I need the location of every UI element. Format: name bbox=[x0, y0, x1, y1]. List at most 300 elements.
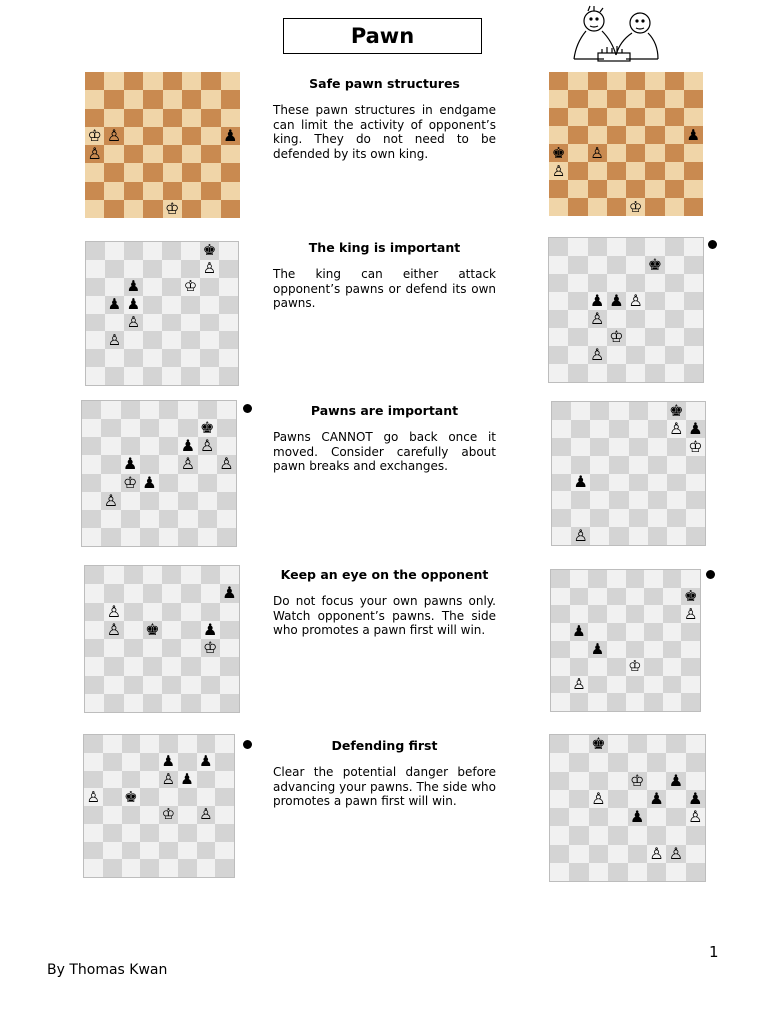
board-square bbox=[181, 676, 200, 694]
white-pawn-icon: ♙ bbox=[106, 126, 122, 145]
board-square bbox=[121, 401, 140, 419]
black-pawn-icon: ♟ bbox=[202, 620, 218, 639]
board-square bbox=[626, 658, 645, 676]
black-pawn-icon: ♟ bbox=[161, 752, 176, 771]
board-square bbox=[104, 127, 123, 145]
board-square bbox=[215, 859, 234, 877]
section-heading: Pawns are important bbox=[310, 403, 459, 418]
board-square bbox=[681, 570, 700, 588]
board-square bbox=[644, 605, 663, 623]
board-square bbox=[666, 826, 685, 844]
board-square bbox=[645, 126, 664, 144]
board-square bbox=[626, 676, 645, 694]
board-square bbox=[607, 605, 626, 623]
board-square bbox=[220, 657, 239, 675]
board-square bbox=[608, 753, 627, 771]
board-square bbox=[568, 72, 587, 90]
board-square bbox=[550, 735, 569, 753]
board-square bbox=[665, 328, 684, 346]
board-square bbox=[648, 491, 667, 509]
black-king-icon: ♚ bbox=[551, 144, 566, 162]
chess-diagram bbox=[551, 401, 706, 546]
board-square bbox=[101, 437, 120, 455]
board-square bbox=[104, 694, 123, 712]
board-square bbox=[143, 145, 162, 163]
board-square bbox=[681, 588, 700, 606]
board-square bbox=[159, 771, 178, 789]
board-square bbox=[124, 694, 143, 712]
white-pawn-icon: ♙ bbox=[628, 292, 643, 310]
board-square bbox=[551, 605, 570, 623]
board-square bbox=[684, 346, 703, 364]
board-square bbox=[104, 584, 123, 602]
board-square bbox=[140, 753, 159, 771]
board-square bbox=[551, 641, 570, 659]
board-square bbox=[201, 657, 220, 675]
board-square bbox=[178, 419, 197, 437]
board-square bbox=[626, 198, 645, 216]
board-square bbox=[550, 772, 569, 790]
board-square bbox=[686, 438, 705, 456]
board-square bbox=[667, 402, 686, 420]
board-square bbox=[609, 402, 628, 420]
board-square bbox=[626, 180, 645, 198]
board-square bbox=[105, 278, 124, 296]
board-square bbox=[105, 349, 124, 367]
board-square bbox=[159, 842, 178, 860]
board-square bbox=[569, 808, 588, 826]
board-square bbox=[122, 859, 141, 877]
board-square bbox=[143, 331, 162, 349]
board-square bbox=[607, 162, 626, 180]
board-square bbox=[588, 658, 607, 676]
board-square bbox=[588, 180, 607, 198]
board-square bbox=[200, 367, 219, 385]
board-square bbox=[684, 310, 703, 328]
board-square bbox=[181, 367, 200, 385]
board-square bbox=[197, 788, 216, 806]
board-square bbox=[552, 456, 571, 474]
board-square bbox=[645, 346, 664, 364]
black-pawn-icon: ♟ bbox=[180, 770, 194, 788]
board-square bbox=[667, 438, 686, 456]
board-square bbox=[121, 528, 140, 546]
board-square bbox=[219, 314, 238, 332]
board-square bbox=[143, 260, 162, 278]
board-square bbox=[667, 456, 686, 474]
board-square bbox=[686, 826, 705, 844]
board-square bbox=[84, 842, 103, 860]
board-square bbox=[220, 621, 239, 639]
board-square bbox=[140, 401, 159, 419]
board-square bbox=[159, 753, 178, 771]
black-king-icon: ♚ bbox=[145, 620, 160, 639]
board-square bbox=[201, 603, 220, 621]
board-square bbox=[85, 182, 104, 200]
white-pawn-icon: ♙ bbox=[649, 844, 664, 863]
board-square bbox=[588, 274, 607, 292]
board-square bbox=[143, 657, 162, 675]
board-square bbox=[607, 641, 626, 659]
board-square bbox=[103, 842, 122, 860]
board-square bbox=[686, 753, 705, 771]
white-king-icon: ♔ bbox=[628, 198, 643, 216]
board-square bbox=[686, 772, 705, 790]
board-square bbox=[667, 491, 686, 509]
black-pawn-icon: ♟ bbox=[222, 584, 237, 603]
white-pawn-icon: ♙ bbox=[202, 259, 217, 278]
section-body: These pawn structures in endgame can limit the activity of opponent’s king. They do not need to be defended by its own king. bbox=[273, 103, 496, 161]
board-square bbox=[648, 509, 667, 527]
board-square bbox=[220, 603, 239, 621]
board-square bbox=[552, 527, 571, 545]
board-square bbox=[589, 735, 608, 753]
board-square bbox=[589, 808, 608, 826]
white-pawn-icon: ♙ bbox=[87, 145, 102, 164]
board-square bbox=[626, 693, 645, 711]
board-square bbox=[221, 163, 240, 181]
board-square bbox=[550, 808, 569, 826]
board-square bbox=[197, 753, 216, 771]
board-square bbox=[122, 806, 141, 824]
board-square bbox=[198, 437, 217, 455]
board-square bbox=[140, 824, 159, 842]
board-square bbox=[665, 256, 684, 274]
board-square bbox=[101, 474, 120, 492]
board-square bbox=[82, 455, 101, 473]
board-square bbox=[84, 753, 103, 771]
board-square bbox=[647, 753, 666, 771]
board-square bbox=[589, 772, 608, 790]
board-square bbox=[666, 753, 685, 771]
board-square bbox=[667, 474, 686, 492]
board-square bbox=[140, 806, 159, 824]
board-square bbox=[124, 72, 143, 90]
board-square bbox=[201, 72, 220, 90]
board-square bbox=[159, 401, 178, 419]
board-square bbox=[681, 623, 700, 641]
board-square bbox=[163, 163, 182, 181]
board-square bbox=[103, 824, 122, 842]
board-square bbox=[178, 735, 197, 753]
board-square bbox=[626, 570, 645, 588]
board-square bbox=[85, 127, 104, 145]
board-square bbox=[197, 842, 216, 860]
board-square bbox=[86, 296, 105, 314]
board-square bbox=[124, 603, 143, 621]
section-body: Clear the potential danger before advancing your pawns. The side who promotes a pawn first will win. bbox=[273, 765, 496, 808]
board-square bbox=[219, 331, 238, 349]
white-pawn-icon: ♙ bbox=[180, 455, 196, 474]
board-square bbox=[162, 694, 181, 712]
board-square bbox=[103, 753, 122, 771]
board-square bbox=[568, 162, 587, 180]
board-square bbox=[588, 144, 607, 162]
board-square bbox=[609, 509, 628, 527]
board-square bbox=[569, 790, 588, 808]
board-square bbox=[626, 126, 645, 144]
board-square bbox=[217, 437, 236, 455]
board-square bbox=[178, 474, 197, 492]
board-square bbox=[607, 72, 626, 90]
board-square bbox=[571, 456, 590, 474]
board-square bbox=[645, 162, 664, 180]
board-square bbox=[221, 182, 240, 200]
board-square bbox=[85, 657, 104, 675]
board-square bbox=[163, 127, 182, 145]
board-square bbox=[140, 735, 159, 753]
board-square bbox=[551, 623, 570, 641]
board-square bbox=[569, 845, 588, 863]
board-square bbox=[590, 402, 609, 420]
board-square bbox=[681, 641, 700, 659]
board-square bbox=[588, 623, 607, 641]
board-square bbox=[570, 570, 589, 588]
board-square bbox=[551, 570, 570, 588]
board-square bbox=[85, 200, 104, 218]
white-king-icon: ♔ bbox=[87, 126, 102, 145]
board-square bbox=[143, 127, 162, 145]
board-square bbox=[626, 605, 645, 623]
board-square bbox=[626, 346, 645, 364]
board-square bbox=[122, 788, 141, 806]
board-square bbox=[104, 145, 123, 163]
board-square bbox=[103, 788, 122, 806]
board-square bbox=[181, 566, 200, 584]
board-square bbox=[124, 163, 143, 181]
board-square bbox=[201, 566, 220, 584]
black-king-icon: ♚ bbox=[202, 242, 217, 260]
board-square bbox=[667, 509, 686, 527]
board-square bbox=[568, 238, 587, 256]
board-square bbox=[590, 420, 609, 438]
board-square bbox=[101, 492, 120, 510]
black-king-icon: ♚ bbox=[199, 419, 215, 438]
board-square bbox=[628, 753, 647, 771]
board-square bbox=[609, 438, 628, 456]
board-square bbox=[217, 528, 236, 546]
board-square bbox=[686, 845, 705, 863]
board-square bbox=[647, 772, 666, 790]
board-square bbox=[549, 180, 568, 198]
board-square bbox=[663, 676, 682, 694]
board-square bbox=[666, 772, 685, 790]
board-square bbox=[124, 182, 143, 200]
board-square bbox=[124, 296, 143, 314]
board-square bbox=[85, 676, 104, 694]
board-square bbox=[121, 474, 140, 492]
board-square bbox=[85, 603, 104, 621]
board-square bbox=[162, 566, 181, 584]
board-square bbox=[588, 90, 607, 108]
board-square bbox=[219, 242, 238, 260]
board-square bbox=[663, 641, 682, 659]
black-pawn-icon: ♟ bbox=[126, 277, 141, 296]
board-square bbox=[121, 510, 140, 528]
board-square bbox=[607, 292, 626, 310]
board-square bbox=[143, 200, 162, 218]
board-square bbox=[608, 845, 627, 863]
board-square bbox=[143, 603, 162, 621]
section-defending-first bbox=[273, 738, 496, 809]
white-pawn-icon: ♙ bbox=[591, 789, 606, 808]
board-square bbox=[178, 492, 197, 510]
board-square bbox=[219, 349, 238, 367]
white-pawn-icon: ♙ bbox=[572, 675, 586, 694]
board-square bbox=[162, 639, 181, 657]
board-square bbox=[220, 584, 239, 602]
board-square bbox=[549, 328, 568, 346]
board-square bbox=[121, 419, 140, 437]
board-square bbox=[645, 256, 664, 274]
board-square bbox=[607, 328, 626, 346]
board-square bbox=[215, 788, 234, 806]
board-square bbox=[645, 144, 664, 162]
board-square bbox=[647, 790, 666, 808]
board-square bbox=[103, 735, 122, 753]
board-square bbox=[215, 806, 234, 824]
board-square bbox=[82, 528, 101, 546]
board-square bbox=[648, 420, 667, 438]
board-square bbox=[178, 842, 197, 860]
board-square bbox=[86, 314, 105, 332]
board-square bbox=[197, 824, 216, 842]
board-square bbox=[201, 163, 220, 181]
board-square bbox=[629, 456, 648, 474]
board-square bbox=[568, 108, 587, 126]
board-square bbox=[665, 292, 684, 310]
board-square bbox=[162, 296, 181, 314]
board-square bbox=[182, 127, 201, 145]
board-square bbox=[665, 144, 684, 162]
board-square bbox=[608, 808, 627, 826]
board-square bbox=[140, 419, 159, 437]
board-square bbox=[198, 474, 217, 492]
board-square bbox=[686, 735, 705, 753]
board-square bbox=[159, 510, 178, 528]
board-square bbox=[105, 331, 124, 349]
board-square bbox=[197, 806, 216, 824]
board-square bbox=[626, 623, 645, 641]
bullet-marker bbox=[243, 404, 252, 413]
board-square bbox=[181, 296, 200, 314]
board-square bbox=[684, 364, 703, 382]
board-square bbox=[552, 474, 571, 492]
black-pawn-icon: ♟ bbox=[649, 789, 664, 808]
board-square bbox=[85, 621, 104, 639]
board-square bbox=[628, 845, 647, 863]
board-square bbox=[162, 657, 181, 675]
board-square bbox=[140, 510, 159, 528]
board-square bbox=[124, 242, 143, 260]
board-square bbox=[570, 693, 589, 711]
black-pawn-icon: ♟ bbox=[609, 292, 624, 310]
board-square bbox=[124, 278, 143, 296]
board-square bbox=[648, 527, 667, 545]
board-square bbox=[608, 735, 627, 753]
board-square bbox=[684, 238, 703, 256]
board-square bbox=[626, 588, 645, 606]
board-square bbox=[665, 162, 684, 180]
board-square bbox=[665, 346, 684, 364]
board-square bbox=[644, 658, 663, 676]
board-square bbox=[105, 367, 124, 385]
board-square bbox=[549, 108, 568, 126]
board-square bbox=[143, 676, 162, 694]
bullet-marker bbox=[706, 570, 715, 579]
white-king-icon: ♔ bbox=[202, 639, 218, 658]
white-pawn-icon: ♙ bbox=[199, 437, 215, 456]
board-square bbox=[647, 845, 666, 863]
board-square bbox=[217, 492, 236, 510]
board-square bbox=[568, 328, 587, 346]
board-square bbox=[607, 108, 626, 126]
board-square bbox=[103, 771, 122, 789]
board-square bbox=[220, 566, 239, 584]
board-square bbox=[665, 364, 684, 382]
board-square bbox=[143, 367, 162, 385]
white-pawn-icon: ♙ bbox=[106, 602, 122, 621]
board-square bbox=[588, 676, 607, 694]
board-square bbox=[686, 456, 705, 474]
board-square bbox=[686, 863, 705, 881]
white-pawn-icon: ♙ bbox=[688, 808, 703, 827]
board-square bbox=[588, 292, 607, 310]
black-pawn-icon: ♟ bbox=[573, 473, 588, 492]
black-pawn-icon: ♟ bbox=[590, 640, 605, 658]
board-square bbox=[686, 474, 705, 492]
board-square bbox=[568, 198, 587, 216]
board-square bbox=[178, 510, 197, 528]
white-king-icon: ♔ bbox=[628, 658, 642, 676]
white-pawn-icon: ♙ bbox=[103, 491, 119, 510]
board-square bbox=[82, 492, 101, 510]
board-square bbox=[182, 145, 201, 163]
board-square bbox=[159, 528, 178, 546]
board-square bbox=[140, 859, 159, 877]
board-square bbox=[569, 826, 588, 844]
board-square bbox=[143, 182, 162, 200]
board-square bbox=[590, 474, 609, 492]
white-pawn-icon: ♙ bbox=[199, 806, 213, 824]
board-square bbox=[571, 509, 590, 527]
board-square bbox=[124, 127, 143, 145]
white-pawn-icon: ♙ bbox=[126, 313, 141, 331]
board-square bbox=[181, 278, 200, 296]
board-square bbox=[215, 771, 234, 789]
board-square bbox=[163, 182, 182, 200]
board-square bbox=[143, 278, 162, 296]
board-square bbox=[570, 641, 589, 659]
board-square bbox=[681, 693, 700, 711]
board-square bbox=[571, 402, 590, 420]
board-square bbox=[86, 331, 105, 349]
board-square bbox=[217, 510, 236, 528]
board-square bbox=[568, 256, 587, 274]
board-square bbox=[608, 826, 627, 844]
board-square bbox=[140, 771, 159, 789]
board-square bbox=[607, 364, 626, 382]
board-square bbox=[629, 491, 648, 509]
board-square bbox=[162, 603, 181, 621]
board-square bbox=[571, 420, 590, 438]
board-square bbox=[221, 72, 240, 90]
board-square bbox=[221, 145, 240, 163]
board-square bbox=[607, 274, 626, 292]
board-square bbox=[178, 455, 197, 473]
board-square bbox=[178, 437, 197, 455]
board-square bbox=[588, 641, 607, 659]
